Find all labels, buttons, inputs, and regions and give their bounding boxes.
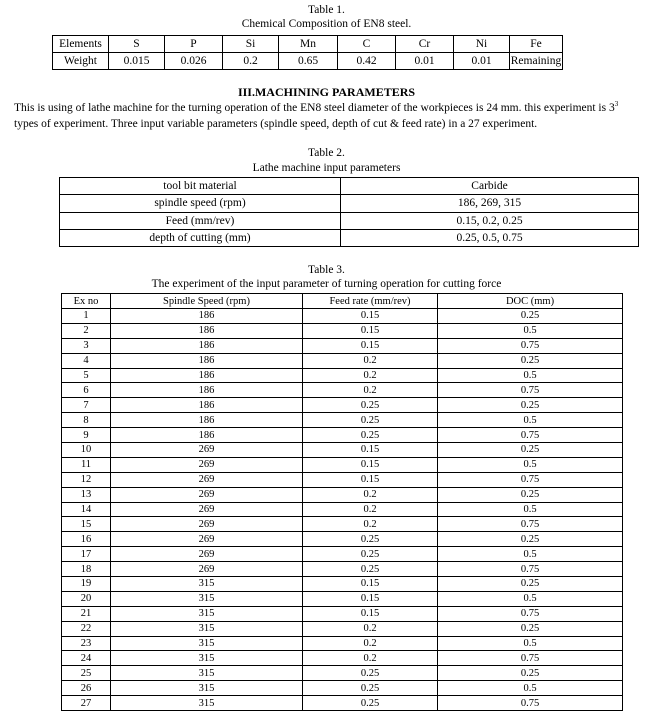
table-row [62,443,623,458]
table-cell: 0.15 [303,309,438,324]
table-cell: 23 [62,636,111,651]
table-cell: 0.2 [303,517,438,532]
table-cell: 9 [62,428,111,443]
table-cell: 0.25 [303,547,438,562]
table-cell: 0.75 [438,651,623,666]
table-cell: 269 [111,517,303,532]
table1-label: Table 1. [308,4,345,16]
table-cell: Ni [454,36,510,53]
table-cell: 7 [62,398,111,413]
table-cell: 0.75 [438,696,623,711]
table-cell: 0.25 [303,696,438,711]
table-cell: 0.2 [303,651,438,666]
table-row [62,651,623,666]
table-cell: 14 [62,502,111,517]
table1-title: Chemical Composition of EN8 steel. [241,18,412,30]
table3-label: Table 3. [308,264,345,276]
table-cell: 186 [111,323,303,338]
table-cell: 25 [62,666,111,681]
table-row [62,681,623,696]
table-cell: 0.25 [438,353,623,368]
table-cell: Remaining [510,53,563,70]
table-row [62,487,623,502]
table-row [62,413,623,428]
table-cell: 0.15 [303,443,438,458]
table-row [60,178,639,195]
table-cell: 315 [111,666,303,681]
table-cell: 0.25 [303,681,438,696]
table-cell: 269 [111,472,303,487]
column-header: Spindle Speed (rpm) [111,294,303,309]
table-cell: 186 [111,398,303,413]
table-cell: 10 [62,443,111,458]
table-cell: 11 [62,457,111,472]
table-row [62,428,623,443]
table-cell: 0.5 [438,457,623,472]
table-row [62,383,623,398]
table-cell: 0.25 [438,621,623,636]
table-cell: C [338,36,396,53]
table-cell: 12 [62,472,111,487]
table-cell: 0.5 [438,413,623,428]
table-cell: 0.5 [438,502,623,517]
table-row [62,323,623,338]
table-cell: 0.15 [303,457,438,472]
table-cell: 0.75 [438,428,623,443]
table-row [62,353,623,368]
table-cell: 0.25 [438,487,623,502]
experiment-table [61,293,623,711]
table-cell: 0.2 [303,621,438,636]
table-cell: 18 [62,562,111,577]
table-row [62,666,623,681]
table-cell: Mn [279,36,338,53]
paragraph-text: This is using of lathe machine for the turning operation of the EN8 steel diameter of the workpieces is 24 mm. this experiment is 3 [14,102,615,114]
table-cell: 0.65 [279,53,338,70]
paragraph-superscript: 3 [614,100,619,108]
table3-title: The experiment of the input parameter of turning operation for cutting force [151,278,502,290]
table-cell: 186 [111,338,303,353]
table-cell: 0.2 [223,53,279,70]
table-cell: 269 [111,532,303,547]
table-cell: 0.25 [303,532,438,547]
table-cell: 8 [62,413,111,428]
table-row [62,591,623,606]
table-cell: 0.75 [438,517,623,532]
table-header-row [62,294,623,309]
table-cell: 0.75 [438,472,623,487]
table-cell: 24 [62,651,111,666]
body-paragraph [14,100,644,132]
table-cell: Weight [53,53,109,70]
table-cell: 186 [111,428,303,443]
table-row [62,577,623,592]
table-cell: 0.75 [438,606,623,621]
table-cell: 0.5 [438,636,623,651]
table-cell: 0.026 [165,53,223,70]
table-cell: 186 [111,413,303,428]
paragraph-text-continued: types of experiment. Three input variable parameters (spindle speed, depth of cut & feed rate) in a 27 experiment. [14,118,538,130]
table-cell: 16 [62,532,111,547]
table-row [62,547,623,562]
table-cell: 186 [111,368,303,383]
table-row [62,309,623,324]
table-cell: S [109,36,165,53]
table-cell: 0.75 [438,338,623,353]
table-cell: 3 [62,338,111,353]
table-cell: 269 [111,457,303,472]
table-cell: 1 [62,309,111,324]
table-cell: 13 [62,487,111,502]
table-cell: 0.5 [438,368,623,383]
table-cell: 2 [62,323,111,338]
table-cell: 315 [111,636,303,651]
table-cell: 0.15 [303,591,438,606]
column-header: Feed rate (mm/rev) [303,294,438,309]
table-cell: 0.25 [438,398,623,413]
table-cell: 0.25 [438,309,623,324]
table-cell: 0.15 [303,577,438,592]
table-row [62,562,623,577]
table-cell: 0.25 [438,577,623,592]
table-cell: 0.25 [303,562,438,577]
table-cell: 315 [111,621,303,636]
table-cell: 0.15 [303,606,438,621]
table-cell: 269 [111,502,303,517]
table-cell: 17 [62,547,111,562]
table-cell: 0.2 [303,368,438,383]
table-cell: 0.15 [303,338,438,353]
table-cell: 20 [62,591,111,606]
table-cell: 186 [111,309,303,324]
lathe-parameters-table [59,177,639,247]
table-cell: 0.5 [438,547,623,562]
table-header-row [53,36,563,53]
table-cell: 15 [62,517,111,532]
table-cell: 0.15 [303,323,438,338]
table-cell: P [165,36,223,53]
composition-table [52,35,563,70]
table-cell: 0.01 [454,53,510,70]
table-cell: 186 [111,353,303,368]
table-cell: 0.75 [438,383,623,398]
table-row [62,636,623,651]
table-cell: 0.25 [438,532,623,547]
table-cell: 27 [62,696,111,711]
table-cell: depth of cutting (mm) [60,229,341,246]
table-cell: Carbide [341,178,639,195]
table-row [60,212,639,229]
table-cell: 315 [111,651,303,666]
table-cell: Si [223,36,279,53]
table-cell: 0.25 [303,666,438,681]
table-cell: 0.25 [438,443,623,458]
table-cell: 0.25 [303,428,438,443]
table-cell: 0.25 [303,398,438,413]
table-cell: 186 [111,383,303,398]
table-cell: 0.25 [303,413,438,428]
table-cell: Elements [53,36,109,53]
table2-title: Lathe machine input parameters [252,162,401,174]
table-cell: 0.25, 0.5, 0.75 [341,229,639,246]
table-row [62,621,623,636]
table-cell: 0.2 [303,636,438,651]
table-row [62,502,623,517]
table-row [62,398,623,413]
table-cell: 4 [62,353,111,368]
table-cell: 315 [111,696,303,711]
table-cell: 0.5 [438,323,623,338]
table-cell: 0.2 [303,353,438,368]
table-cell: 0.01 [396,53,454,70]
table-cell: 0.42 [338,53,396,70]
experiment-table-body [62,309,623,711]
table-row [60,229,639,246]
table-cell: 315 [111,577,303,592]
table-cell: 26 [62,681,111,696]
table-row [53,53,563,70]
table-cell: 315 [111,591,303,606]
table-row [62,606,623,621]
table-row [62,368,623,383]
table-cell: 315 [111,606,303,621]
table-cell: Cr [396,36,454,53]
table-cell: 269 [111,443,303,458]
table-row [62,472,623,487]
table-cell: 5 [62,368,111,383]
table-cell: 0.15, 0.2, 0.25 [341,212,639,229]
table-cell: 269 [111,487,303,502]
table-cell: 6 [62,383,111,398]
table-cell: 0.015 [109,53,165,70]
table-cell: tool bit material [60,178,341,195]
table2-label: Table 2. [308,147,345,159]
table-cell: 0.2 [303,502,438,517]
section-heading: III.MACHINING PARAMETERS [237,85,416,99]
table-cell: 22 [62,621,111,636]
column-header: Ex no [62,294,111,309]
table-cell: 315 [111,681,303,696]
table-row [62,696,623,711]
table-row [62,338,623,353]
table-cell: 19 [62,577,111,592]
table-cell: 0.2 [303,383,438,398]
table-cell: 269 [111,562,303,577]
table-row [62,457,623,472]
table-cell: 186, 269, 315 [341,195,639,212]
table-cell: 0.2 [303,487,438,502]
table-cell: 269 [111,547,303,562]
table-cell: 0.75 [438,562,623,577]
table-cell: 0.25 [438,666,623,681]
table-cell: Feed (mm/rev) [60,212,341,229]
table-cell: Fe [510,36,563,53]
table-cell: 0.5 [438,681,623,696]
table-cell: 21 [62,606,111,621]
column-header: DOC (mm) [438,294,623,309]
table-row [60,195,639,212]
table-row [62,532,623,547]
table-cell: 0.5 [438,591,623,606]
table-cell: 0.15 [303,472,438,487]
table-cell: spindle speed (rpm) [60,195,341,212]
table-row [62,517,623,532]
